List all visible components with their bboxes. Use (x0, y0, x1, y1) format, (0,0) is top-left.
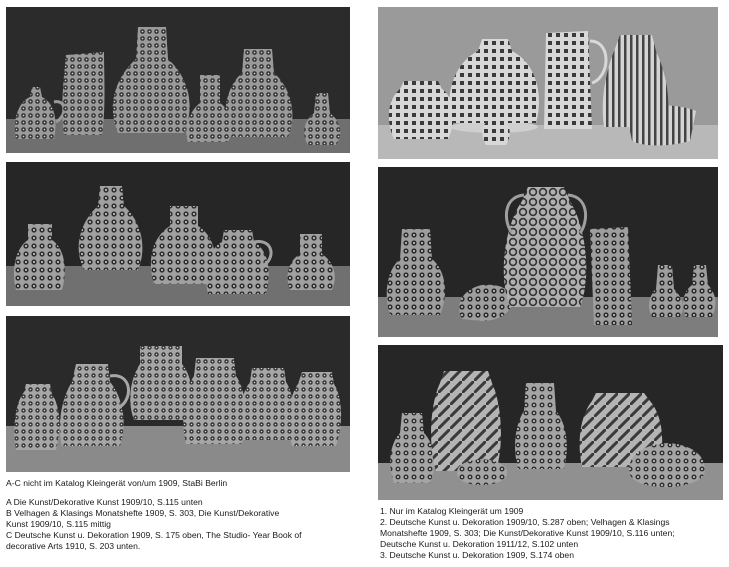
photo-c-pottery-group (6, 316, 350, 472)
left-caption-line: decorative Arts 1910, S. 203 unten. (6, 541, 141, 551)
right-caption-line: 3. Deutsche Kunst u. Dekoration 1909, S.174 oben (380, 550, 574, 560)
right-caption-line: 2. Deutsche Kunst u. Dekoration 1909/10, S.287 oben; Velhagen & Klasings (380, 517, 670, 527)
left-caption-line: B Velhagen & Klasings Monatshefte 1909, S. 303, Die Kunst/Dekorative (6, 508, 280, 518)
right-caption-line: Deutsche Kunst u. Dekoration 1911/12, S.102 unten (380, 539, 579, 549)
photo-2-pottery-group (378, 167, 718, 337)
right-caption-line: 1. Nur im Katalog Kleingerät um 1909 (380, 506, 524, 516)
left-caption-line: C Deutsche Kunst u. Dekoration 1909, S. 175 oben, The Studio- Year Book of (6, 530, 302, 540)
left-caption-line: Kunst 1909/10, S.115 mittig (6, 519, 111, 529)
photo-b-pottery-group (6, 162, 350, 306)
right-caption (380, 506, 675, 561)
right-caption-line: Monatshefte 1909, S. 303; Die Kunst/Dekorative Kunst 1909/10, S.116 unten; (380, 528, 675, 538)
photo-3-pottery-group (378, 345, 723, 500)
left-caption-title: A-C nicht im Katalog Kleingerät von/um 1909, StaBi Berlin (6, 478, 228, 488)
photo-1-pottery-group (378, 7, 718, 159)
left-caption (6, 478, 302, 552)
photo-a-pottery-group (6, 7, 350, 153)
left-caption-line: A Die Kunst/Dekorative Kunst 1909/10, S.115 unten (6, 497, 203, 507)
